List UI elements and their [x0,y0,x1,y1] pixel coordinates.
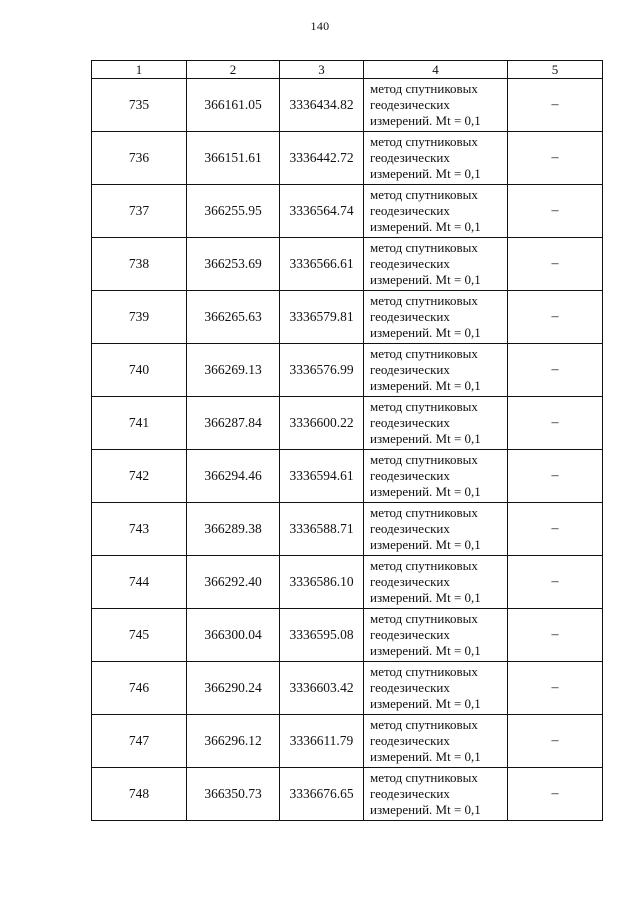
point-number-cell: 736 [92,132,187,185]
method-cell [364,132,508,185]
table-row [92,291,603,344]
method-line: метод спутниковых [370,346,478,361]
point-number-cell: 744 [92,556,187,609]
method-line: измерений. Mt = 0,1 [370,802,481,817]
x-coordinate-cell: 366287.84 [187,397,280,450]
point-number-cell: 741 [92,397,187,450]
method-line: геодезических [370,362,450,377]
method-line: геодезических [370,415,450,430]
method-cell [364,768,508,821]
method-cell [364,503,508,556]
method-line: геодезических [370,309,450,324]
method-cell [364,715,508,768]
method-line: измерений. Mt = 0,1 [370,166,481,181]
method-cell [364,238,508,291]
y-coordinate-cell: 3336564.74 [280,185,364,238]
page-number: 140 [310,19,330,33]
table-row [92,79,603,132]
x-coordinate-cell: 366255.95 [187,185,280,238]
point-number-cell: 742 [92,450,187,503]
method-cell [364,609,508,662]
method-line: измерений. Mt = 0,1 [370,484,481,499]
note-cell: – [508,397,603,450]
method-line: геодезических [370,203,450,218]
y-coordinate-cell: 3336576.99 [280,344,364,397]
header-col-3: 3 [280,61,364,79]
note-cell: – [508,662,603,715]
y-coordinate-cell: 3336588.71 [280,503,364,556]
table-row [92,715,603,768]
method-line: метод спутниковых [370,505,478,520]
x-coordinate-cell: 366289.38 [187,503,280,556]
point-number-cell: 748 [92,768,187,821]
x-coordinate-cell: 366253.69 [187,238,280,291]
header-col-4: 4 [364,61,508,79]
method-cell [364,291,508,344]
header-row [92,61,603,79]
table-row [92,556,603,609]
x-coordinate-cell: 366151.61 [187,132,280,185]
method-line: измерений. Mt = 0,1 [370,325,481,340]
x-coordinate-cell: 366161.05 [187,79,280,132]
point-number-cell: 735 [92,79,187,132]
method-cell [364,397,508,450]
method-cell [364,79,508,132]
method-line: метод спутниковых [370,664,478,679]
method-line: геодезических [370,786,450,801]
method-line: геодезических [370,733,450,748]
x-coordinate-cell: 366300.04 [187,609,280,662]
method-cell [364,450,508,503]
method-line: геодезических [370,468,450,483]
y-coordinate-cell: 3336676.65 [280,768,364,821]
method-line: геодезических [370,256,450,271]
y-coordinate-cell: 3336586.10 [280,556,364,609]
method-line: метод спутниковых [370,293,478,308]
header-col-2: 2 [187,61,280,79]
x-coordinate-cell: 366290.24 [187,662,280,715]
header-col-1: 1 [92,61,187,79]
point-number-cell: 743 [92,503,187,556]
y-coordinate-cell: 3336566.61 [280,238,364,291]
x-coordinate-cell: 366296.12 [187,715,280,768]
method-line: геодезических [370,521,450,536]
method-line: измерений. Mt = 0,1 [370,431,481,446]
y-coordinate-cell: 3336600.22 [280,397,364,450]
method-line: измерений. Mt = 0,1 [370,537,481,552]
y-coordinate-cell: 3336442.72 [280,132,364,185]
method-line: метод спутниковых [370,717,478,732]
method-cell [364,662,508,715]
note-cell: – [508,556,603,609]
table-row [92,662,603,715]
method-line: измерений. Mt = 0,1 [370,272,481,287]
x-coordinate-cell: 366294.46 [187,450,280,503]
method-line: измерений. Mt = 0,1 [370,219,481,234]
x-coordinate-cell: 366350.73 [187,768,280,821]
method-line: метод спутниковых [370,770,478,785]
point-number-cell: 739 [92,291,187,344]
table-row [92,768,603,821]
point-number-cell: 738 [92,238,187,291]
x-coordinate-cell: 366265.63 [187,291,280,344]
method-line: метод спутниковых [370,134,478,149]
y-coordinate-cell: 3336579.81 [280,291,364,344]
coordinates-table [91,60,603,821]
table-row [92,503,603,556]
method-line: измерений. Mt = 0,1 [370,590,481,605]
method-cell [364,556,508,609]
method-line: метод спутниковых [370,611,478,626]
table-row [92,185,603,238]
table-row [92,450,603,503]
note-cell: – [508,768,603,821]
table-header [92,61,603,79]
note-cell: – [508,79,603,132]
table-row [92,132,603,185]
note-cell: – [508,238,603,291]
method-line: геодезических [370,680,450,695]
method-line: геодезических [370,627,450,642]
x-coordinate-cell: 366292.40 [187,556,280,609]
method-line: метод спутниковых [370,399,478,414]
method-line: метод спутниковых [370,558,478,573]
note-cell: – [508,185,603,238]
method-line: метод спутниковых [370,240,478,255]
y-coordinate-cell: 3336434.82 [280,79,364,132]
y-coordinate-cell: 3336611.79 [280,715,364,768]
table-body [92,79,603,821]
note-cell: – [508,291,603,344]
method-line: геодезических [370,97,450,112]
point-number-cell: 737 [92,185,187,238]
method-cell [364,185,508,238]
method-line: измерений. Mt = 0,1 [370,696,481,711]
method-line: измерений. Mt = 0,1 [370,749,481,764]
point-number-cell: 747 [92,715,187,768]
point-number-cell: 745 [92,609,187,662]
method-line: геодезических [370,574,450,589]
method-line: измерений. Mt = 0,1 [370,378,481,393]
table-row [92,609,603,662]
method-line: измерений. Mt = 0,1 [370,113,481,128]
note-cell: – [508,503,603,556]
note-cell: – [508,450,603,503]
note-cell: – [508,344,603,397]
y-coordinate-cell: 3336603.42 [280,662,364,715]
point-number-cell: 740 [92,344,187,397]
x-coordinate-cell: 366269.13 [187,344,280,397]
table-row [92,344,603,397]
point-number-cell: 746 [92,662,187,715]
method-line: метод спутниковых [370,81,478,96]
y-coordinate-cell: 3336595.08 [280,609,364,662]
method-line: метод спутниковых [370,452,478,467]
method-line: измерений. Mt = 0,1 [370,643,481,658]
note-cell: – [508,715,603,768]
note-cell: – [508,132,603,185]
note-cell: – [508,609,603,662]
method-line: метод спутниковых [370,187,478,202]
table-row [92,238,603,291]
method-cell [364,344,508,397]
table-row [92,397,603,450]
header-col-5: 5 [508,61,603,79]
method-line: геодезических [370,150,450,165]
y-coordinate-cell: 3336594.61 [280,450,364,503]
